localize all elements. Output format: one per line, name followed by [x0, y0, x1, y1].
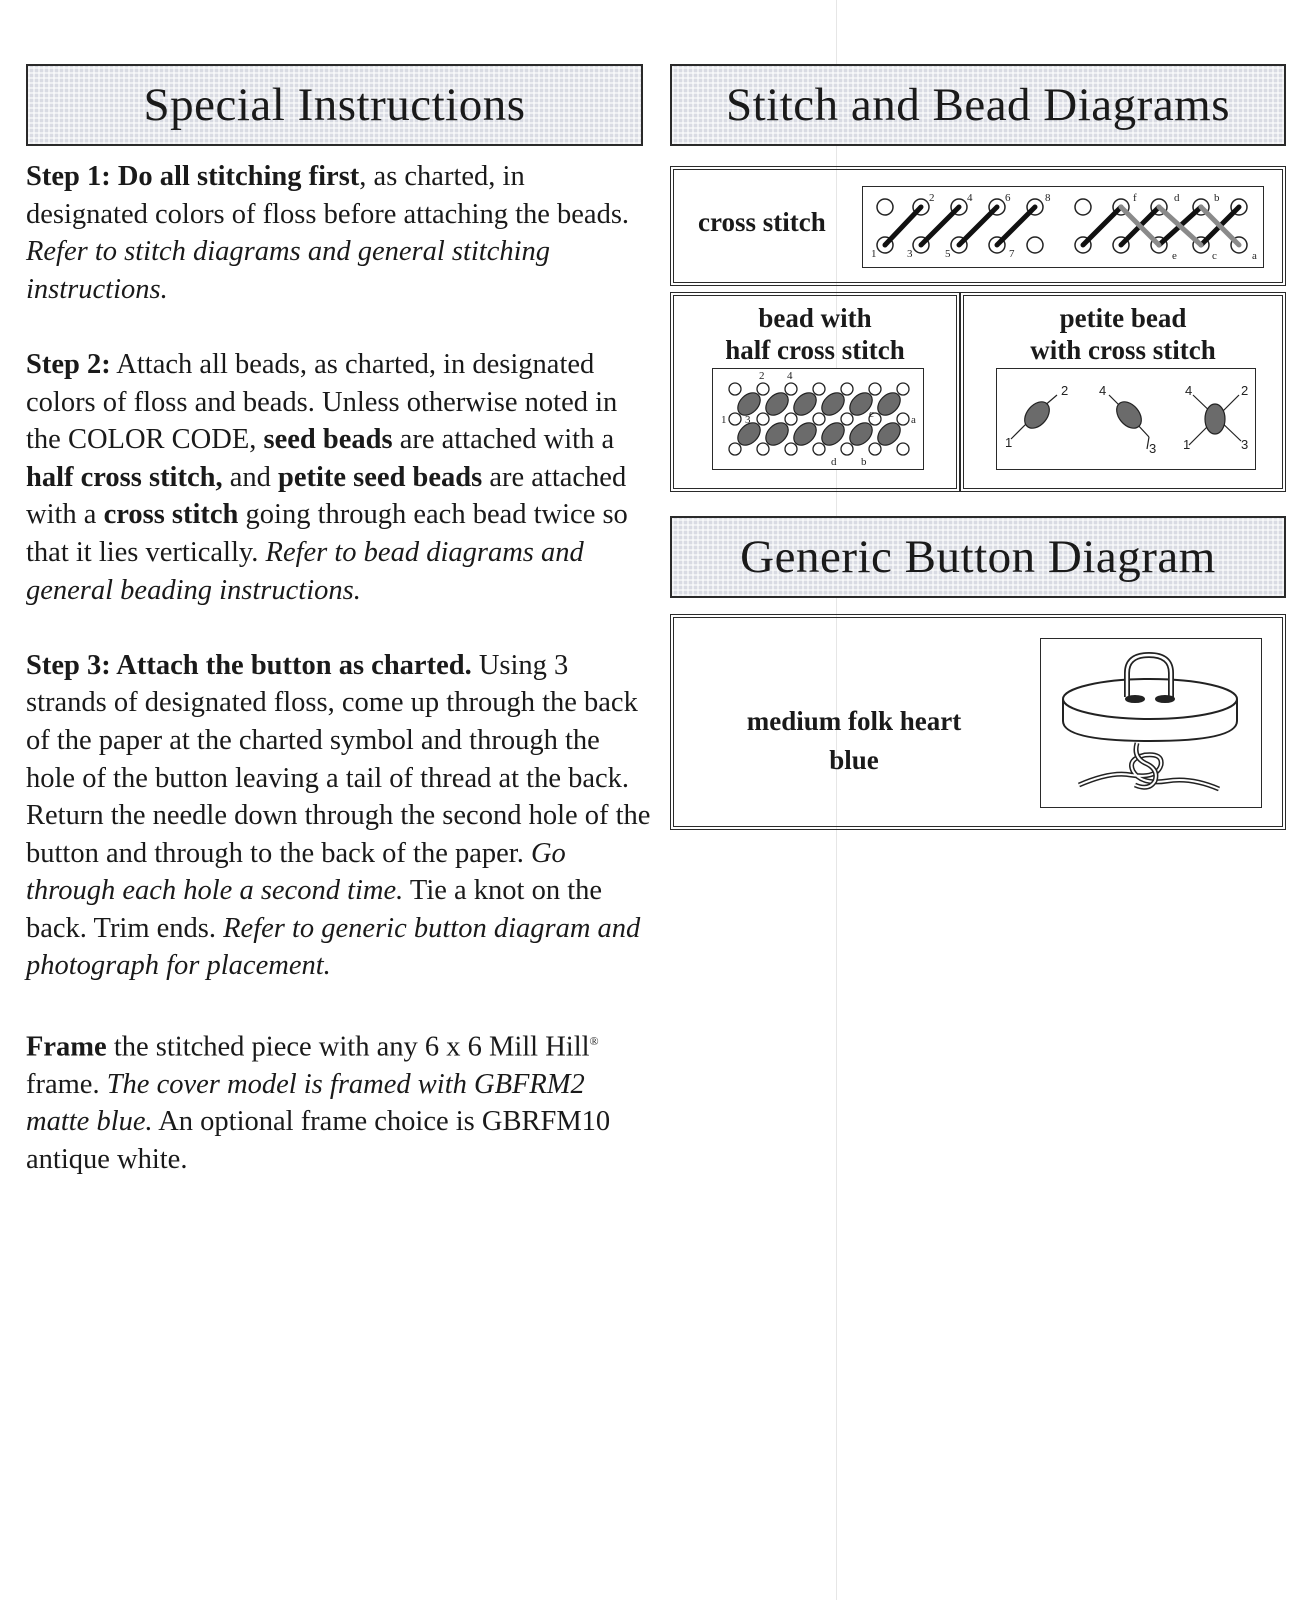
bead-letter: c	[869, 408, 874, 420]
step-3	[26, 647, 651, 985]
cross-num: 3	[907, 248, 913, 260]
petite-num: 4	[1099, 383, 1107, 398]
step-3-note: Go through each hole a second time.	[26, 837, 566, 907]
petite-num: 2	[1061, 383, 1069, 398]
cross-letter: f	[1133, 192, 1137, 204]
step-3-label: Step 3: Attach the button as charted.	[26, 649, 472, 681]
step-2-note: Refer to bead diagrams and general beading instructions.	[26, 536, 584, 606]
bead-letter: b	[861, 456, 867, 468]
step-1-text: , as charted, in designated colors of floss before attaching the beads.	[26, 161, 630, 230]
cross-num: 4	[967, 192, 973, 204]
step-1-label: Step 1:	[26, 161, 111, 192]
step-2-text: are attached with a	[26, 461, 627, 531]
button-label-line2: blue	[829, 745, 879, 775]
step-1-note: Refer to stitch diagrams and general stitching instructions.	[26, 236, 551, 305]
bead-num: 1	[721, 414, 727, 426]
step-2-emphasis: petite seed beads	[278, 461, 483, 493]
button-drawing-icon	[1063, 655, 1237, 789]
frame-text: frame.	[26, 1068, 100, 1100]
bead-letter: d	[831, 456, 837, 468]
bead-half-cross-label	[674, 302, 956, 366]
step-2	[26, 346, 651, 609]
petite-bead-label	[964, 302, 1282, 366]
petite-num: 3	[1149, 441, 1157, 456]
cross-letter: b	[1214, 192, 1220, 204]
step-3-text: Using 3 strands of designated floss, come up through the back of the paper at the charted symbol and through the hole of the button leaving a tail of thread at the back. Return the needle down through the second hole of the button and through to the back of the paper.	[26, 649, 651, 869]
cross-letter: a	[1252, 250, 1257, 262]
petite-num: 4	[1185, 383, 1193, 398]
bead-half-cross-diagram	[712, 368, 924, 470]
petite-num: 1	[1183, 437, 1191, 452]
button-label	[704, 702, 1004, 780]
petite-num: 3	[1241, 437, 1249, 452]
step-3-text: Tie a knot on the back. Trim ends.	[26, 875, 603, 944]
stitch-bead-diagrams-header: Stitch and Bead Diagrams	[670, 64, 1286, 146]
cross-stitch-label: cross stitch	[698, 207, 826, 237]
petite-label-line2: with cross stitch	[1030, 335, 1216, 365]
cross-num: 8	[1045, 192, 1051, 204]
button-panel	[670, 614, 1286, 830]
frame-italic: The cover model is framed with GBFRM2 matte blue.	[26, 1068, 585, 1138]
bead-num: 2	[759, 370, 765, 382]
petite-bead-diagram	[996, 368, 1256, 470]
frame-text: the stitched piece with any 6 x 6 Mill Hill	[113, 1031, 590, 1063]
cross-stitch-panel	[670, 166, 1286, 286]
step-2-text: going through each bead twice so that it lies vertically.	[26, 499, 628, 568]
bead-num: 4	[787, 370, 793, 382]
frame-text: An optional frame choice is GBRFM10 antique white.	[26, 1106, 611, 1175]
step-2-text: Attach all beads, as charted, in designated colors of floss and beads. Unless otherwise noted in the	[26, 348, 618, 456]
step-2-text: ,	[249, 424, 257, 456]
step-1-emphasis: Do all stitching first	[117, 161, 360, 192]
generic-button-diagram-header: Generic Button Diagram	[670, 516, 1286, 598]
step-2-label: Step 2:	[26, 348, 111, 380]
bead-half-label-line2: half cross stitch	[725, 335, 905, 365]
petite-beads	[1020, 397, 1225, 434]
cross-num: 6	[1005, 192, 1011, 204]
button-diagram	[1040, 638, 1262, 808]
cross-holes	[877, 199, 1247, 253]
step-2-emphasis: cross stitch	[103, 499, 239, 531]
step-2-text: are attached with a	[399, 424, 615, 456]
frame-label: Frame	[26, 1031, 107, 1063]
step-3-note: Refer to generic button diagram and photograph for placement.	[26, 912, 641, 982]
color-code-ref: COLOR CODE	[67, 424, 250, 456]
cross-return-stitches	[1121, 207, 1239, 245]
cross-letter: e	[1172, 250, 1177, 262]
registered-mark: ®	[589, 1033, 599, 1048]
step-1	[26, 158, 651, 308]
petite-num: 2	[1241, 383, 1249, 398]
step-2-emphasis: seed beads	[263, 424, 393, 456]
petite-num: 1	[1005, 435, 1013, 450]
cross-num: 7	[1009, 248, 1015, 260]
step-2-text: and	[229, 461, 271, 493]
cross-stitch-diagram	[862, 186, 1264, 268]
button-label-line1: medium folk heart	[746, 706, 962, 736]
bead-letter: a	[911, 414, 916, 426]
cross-letter: d	[1174, 192, 1180, 204]
bead-num: 3	[745, 414, 751, 426]
cross-stitches	[885, 207, 1239, 245]
step-2-emphasis: half cross stitch,	[26, 461, 223, 493]
cross-num: 5	[945, 248, 951, 260]
cross-num: 1	[871, 248, 877, 260]
cross-num: 2	[929, 192, 935, 204]
instructions-text	[26, 158, 651, 1216]
cross-letter: c	[1212, 250, 1217, 262]
bead-half-label-line1: bead with	[758, 303, 872, 333]
petite-bead-panel	[960, 292, 1286, 492]
special-instructions-header: Special Instructions	[26, 64, 643, 146]
petite-label-line1: petite bead	[1059, 303, 1187, 333]
bead-half-cross-panel	[670, 292, 960, 492]
frame-note	[26, 1023, 651, 1179]
